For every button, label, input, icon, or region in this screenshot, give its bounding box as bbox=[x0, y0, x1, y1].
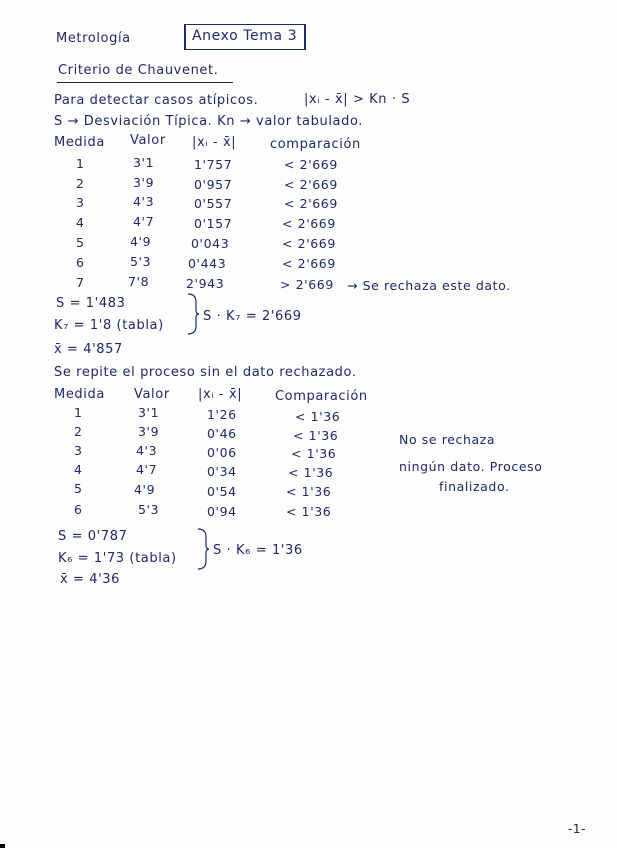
t1-medida: 3 bbox=[76, 195, 85, 210]
section-title-underline bbox=[57, 82, 233, 83]
t2-comp: < 1'36 bbox=[288, 465, 334, 480]
t2-dev: 0'94 bbox=[207, 504, 237, 519]
t2-medida: 1 bbox=[74, 405, 83, 420]
t1-comp: < 2'669 bbox=[282, 216, 336, 231]
summary1-k: K₇ = 1'8 (tabla) bbox=[54, 318, 164, 333]
t2-medida: 3 bbox=[74, 443, 83, 458]
t1-valor: 3'1 bbox=[133, 155, 155, 170]
chauvenet-formula: |xᵢ - x̄| > Kn · S bbox=[304, 92, 411, 107]
t2-medida: 4 bbox=[74, 462, 83, 477]
summary1-s: S = 1'483 bbox=[56, 296, 126, 311]
t2-valor: 3'1 bbox=[138, 405, 160, 420]
t1-comp: < 2'669 bbox=[284, 157, 338, 172]
t2-dev: 0'06 bbox=[207, 445, 237, 460]
summary1-product: S · K₇ = 2'669 bbox=[203, 309, 302, 324]
summary2-s: S = 0'787 bbox=[58, 529, 128, 544]
table2-header-deviation: |xᵢ - x̄| bbox=[198, 387, 243, 402]
t2-medida: 5 bbox=[74, 481, 83, 496]
t1-dev: 0'157 bbox=[194, 216, 233, 231]
annex-title: Anexo Tema 3 bbox=[192, 28, 298, 44]
t2-comp: < 1'36 bbox=[286, 504, 332, 519]
scan-edge-mark bbox=[0, 844, 5, 848]
t2-comp: < 1'36 bbox=[295, 409, 341, 424]
t1-comp: < 2'669 bbox=[282, 236, 336, 251]
t1-valor: 3'9 bbox=[133, 175, 155, 190]
table2-header-comparison: Comparación bbox=[275, 389, 368, 404]
t2-dev: 0'54 bbox=[207, 484, 237, 499]
page-number: -1- bbox=[568, 822, 587, 836]
t2-comp: < 1'36 bbox=[291, 446, 337, 461]
t2-dev: 0'46 bbox=[207, 426, 237, 441]
t1-valor: 5'3 bbox=[130, 254, 152, 269]
summary1-mean: x̄ = 4'857 bbox=[54, 342, 123, 357]
t2-comp: < 1'36 bbox=[293, 428, 339, 443]
intro-line-1: Para detectar casos atípicos. bbox=[54, 93, 259, 108]
table1-header-medida: Medida bbox=[54, 135, 105, 150]
t2-medida: 6 bbox=[74, 502, 83, 517]
t1-medida: 6 bbox=[76, 255, 85, 270]
t2-valor: 5'3 bbox=[138, 502, 160, 517]
t1-medida: 2 bbox=[76, 176, 85, 191]
t1-valor: 7'8 bbox=[128, 274, 150, 289]
summary2-mean: x̄ = 4'36 bbox=[60, 572, 121, 587]
conclusion-line-3: finalizado. bbox=[439, 479, 510, 494]
section-title: Criterio de Chauvenet. bbox=[58, 63, 219, 78]
t2-medida: 2 bbox=[74, 424, 83, 439]
t2-comp: < 1'36 bbox=[286, 484, 332, 499]
t1-dev: 0'557 bbox=[194, 196, 233, 211]
t1-medida: 5 bbox=[76, 235, 85, 250]
subject-title: Metrología bbox=[56, 31, 131, 46]
intro-line-2: S → Desviación Típica. Kn → valor tabulado. bbox=[54, 114, 364, 129]
t1-dev: 1'757 bbox=[194, 157, 233, 172]
t1-comp: < 2'669 bbox=[282, 256, 336, 271]
t1-medida: 7 bbox=[76, 275, 85, 290]
t2-dev: 0'34 bbox=[207, 464, 237, 479]
t1-valor: 4'3 bbox=[133, 194, 155, 209]
t1-dev: 2'943 bbox=[186, 276, 225, 291]
t1-dev: 0'443 bbox=[188, 256, 227, 271]
t1-medida: 4 bbox=[76, 215, 85, 230]
t1-comp: > 2'669 bbox=[280, 277, 334, 292]
table1-header-comparison: comparación bbox=[270, 137, 361, 152]
summary2-k: K₆ = 1'73 (tabla) bbox=[58, 551, 177, 566]
t2-valor: 4'9 bbox=[134, 482, 156, 497]
t1-dev: 0'957 bbox=[194, 177, 233, 192]
t1-dev: 0'043 bbox=[191, 236, 230, 251]
repeat-note: Se repite el proceso sin el dato rechazado. bbox=[54, 365, 357, 380]
conclusion-line-1: No se rechaza bbox=[399, 432, 496, 447]
summary2-product: S · K₆ = 1'36 bbox=[213, 543, 303, 558]
summary2-brace bbox=[196, 527, 210, 571]
t1-comp: < 2'669 bbox=[284, 177, 338, 192]
t2-valor: 4'7 bbox=[136, 462, 158, 477]
conclusion-line-2: ningún dato. Proceso bbox=[399, 459, 543, 474]
t2-valor: 3'9 bbox=[138, 424, 160, 439]
t1-medida: 1 bbox=[76, 156, 85, 171]
table2-header-valor: Valor bbox=[134, 387, 170, 402]
reject-note: → Se rechaza este dato. bbox=[347, 278, 511, 293]
table1-header-deviation: |xᵢ - x̄| bbox=[192, 135, 237, 150]
table1-header-valor: Valor bbox=[130, 133, 166, 148]
t2-valor: 4'3 bbox=[136, 443, 158, 458]
table2-header-medida: Medida bbox=[54, 387, 105, 402]
summary1-brace bbox=[186, 292, 200, 336]
t2-dev: 1'26 bbox=[207, 407, 237, 422]
t1-valor: 4'9 bbox=[130, 234, 152, 249]
t1-comp: < 2'669 bbox=[284, 196, 338, 211]
t1-valor: 4'7 bbox=[133, 214, 155, 229]
